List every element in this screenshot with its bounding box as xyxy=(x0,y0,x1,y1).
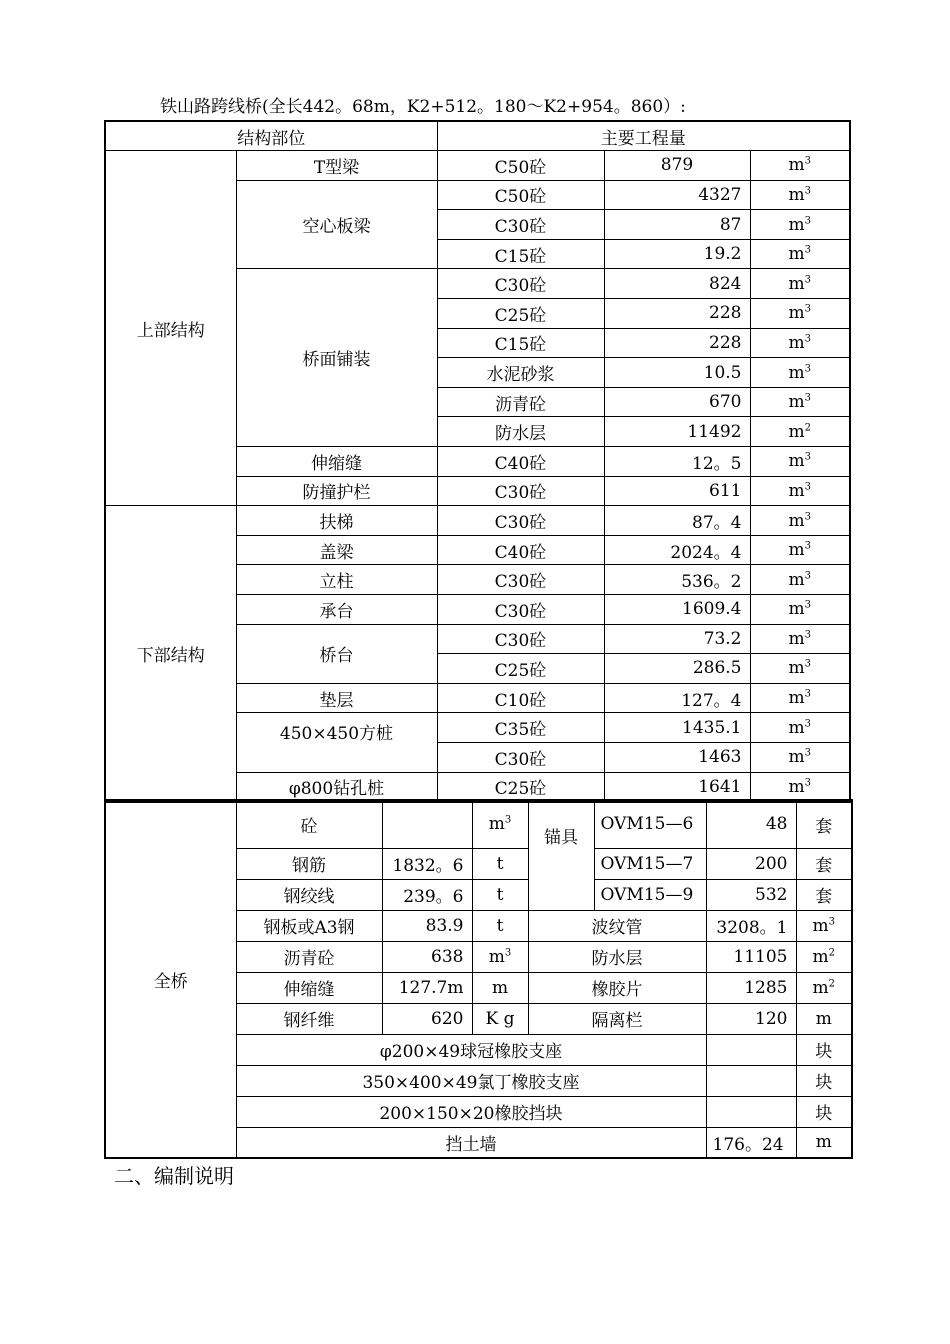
unit-cell: $m^3$ xyxy=(750,535,850,565)
item-value xyxy=(706,1034,796,1065)
material-cell: 水泥砂浆 xyxy=(437,358,604,388)
part-cell: 扶梯 xyxy=(236,506,437,536)
material-cell: C30砼 xyxy=(437,506,604,536)
unit-cell: $m^3$ xyxy=(750,683,850,713)
unit-cell: $m^3$ xyxy=(750,239,850,269)
item-name: φ200×49球冠橡胶支座 xyxy=(236,1034,706,1065)
anchor-name: OVM15—7 xyxy=(594,848,706,879)
part-cell: 垫层 xyxy=(236,683,437,713)
value-cell: 879 xyxy=(604,151,750,181)
item-value: 1832。6 xyxy=(382,848,472,879)
item-name: 钢筋 xyxy=(236,848,382,879)
value-cell: 824 xyxy=(604,269,750,299)
item-name: 350×400×49氯丁橡胶支座 xyxy=(236,1065,706,1096)
item-b-unit: $m^3$ xyxy=(796,910,852,941)
value-cell: 4327 xyxy=(604,180,750,210)
unit-cell: $m^3$ xyxy=(750,742,850,772)
anchor-name: OVM15—9 xyxy=(594,879,706,910)
unit-cell: $m^3$ xyxy=(750,358,850,388)
item-b-name: 防水层 xyxy=(528,941,706,972)
unit-cell: $m^3$ xyxy=(750,595,850,625)
value-cell: 19.2 xyxy=(604,239,750,269)
unit-cell: $m^3$ xyxy=(750,772,850,802)
unit-cell: $m^3$ xyxy=(750,476,850,506)
header-part: 结构部位 xyxy=(105,121,437,151)
item-unit: K g xyxy=(472,1003,528,1034)
anchor-value: 532 xyxy=(706,879,796,910)
table-header-row xyxy=(105,121,850,151)
material-cell: C30砼 xyxy=(437,742,604,772)
unit-cell: $m^3$ xyxy=(750,565,850,595)
anchor-label: 锚具 xyxy=(528,800,594,910)
item-name: 钢绞线 xyxy=(236,879,382,910)
item-b-name: 波纹管 xyxy=(528,910,706,941)
unit-cell: $m^3$ xyxy=(750,713,850,743)
item-b-value: 3208。1 xyxy=(706,910,796,941)
unit-cell: $m^3$ xyxy=(750,506,850,536)
item-value xyxy=(706,1096,796,1127)
item-b-unit: $m^2$ xyxy=(796,972,852,1003)
table-row xyxy=(105,151,850,181)
group-whole: 全桥 xyxy=(105,800,236,1158)
unit-cell: $m^3$ xyxy=(750,624,850,654)
item-value: 239。6 xyxy=(382,879,472,910)
part-cell: T型梁 xyxy=(236,151,437,181)
material-cell: C30砼 xyxy=(437,269,604,299)
item-value xyxy=(706,1065,796,1096)
value-cell: 611 xyxy=(604,476,750,506)
anchor-unit: 套 xyxy=(796,800,852,848)
material-cell: C30砼 xyxy=(437,210,604,240)
group-lower: 下部结构 xyxy=(105,506,236,802)
material-cell: C25砼 xyxy=(437,772,604,802)
item-value: 620 xyxy=(382,1003,472,1034)
material-cell: C10砼 xyxy=(437,683,604,713)
item-name: 挡土墙 xyxy=(236,1127,706,1158)
value-cell: 286.5 xyxy=(604,654,750,684)
item-unit: $m^3$ xyxy=(472,941,528,972)
item-value xyxy=(382,800,472,848)
value-cell: 536。2 xyxy=(604,565,750,595)
material-cell: 沥青砼 xyxy=(437,387,604,417)
item-b-name: 隔离栏 xyxy=(528,1003,706,1034)
item-name: 200×150×20橡胶挡块 xyxy=(236,1096,706,1127)
material-cell: C25砼 xyxy=(437,654,604,684)
item-unit: m xyxy=(472,972,528,1003)
item-unit: 块 xyxy=(796,1065,852,1096)
value-cell: 228 xyxy=(604,299,750,329)
table-row xyxy=(105,506,850,536)
table-row xyxy=(105,800,852,848)
unit-cell: $m^3$ xyxy=(750,654,850,684)
item-b-unit: $m^2$ xyxy=(796,941,852,972)
item-name: 沥青砼 xyxy=(236,941,382,972)
unit-cell: $m^3$ xyxy=(750,180,850,210)
value-cell: 1641 xyxy=(604,772,750,802)
item-name: 钢纤维 xyxy=(236,1003,382,1034)
material-cell: C30砼 xyxy=(437,476,604,506)
material-cell: C15砼 xyxy=(437,328,604,358)
anchor-value: 48 xyxy=(706,800,796,848)
value-cell: 87。4 xyxy=(604,506,750,536)
part-cell: 桥面铺装 xyxy=(236,269,437,447)
item-unit: 块 xyxy=(796,1034,852,1065)
unit-cell: $m^2$ xyxy=(750,417,850,447)
item-value: 176。24 xyxy=(706,1127,796,1158)
item-name: 砼 xyxy=(236,800,382,848)
section-heading: 二、编制说明 xyxy=(114,1164,234,1188)
item-unit: t xyxy=(472,879,528,910)
material-cell: C40砼 xyxy=(437,447,604,477)
item-unit: 块 xyxy=(796,1096,852,1127)
quantity-table-upper-lower xyxy=(104,120,851,803)
value-cell: 1609.4 xyxy=(604,595,750,625)
value-cell: 2024。4 xyxy=(604,535,750,565)
unit-cell: $m^3$ xyxy=(750,387,850,417)
value-cell: 127。4 xyxy=(604,683,750,713)
header-quantity: 主要工程量 xyxy=(437,121,850,151)
value-cell: 1435.1 xyxy=(604,713,750,743)
unit-cell: $m^3$ xyxy=(750,299,850,329)
part-cell: 盖梁 xyxy=(236,535,437,565)
item-unit: t xyxy=(472,910,528,941)
table-caption: 铁山路跨线桥(全长442。68m，K2+512。180～K2+954。860）: xyxy=(160,97,686,117)
quantity-table-whole-bridge xyxy=(104,799,853,1159)
unit-cell: $m^3$ xyxy=(750,447,850,477)
value-cell: 670 xyxy=(604,387,750,417)
unit-cell: $m^3$ xyxy=(750,210,850,240)
item-value: 638 xyxy=(382,941,472,972)
value-cell: 10.5 xyxy=(604,358,750,388)
part-cell: 防撞护栏 xyxy=(236,476,437,506)
part-cell: 450×450方桩 xyxy=(236,713,437,772)
part-cell: 伸缩缝 xyxy=(236,447,437,477)
material-cell: C35砼 xyxy=(437,713,604,743)
item-unit: m xyxy=(796,1127,852,1158)
item-unit: $m^3$ xyxy=(472,800,528,848)
material-cell: C25砼 xyxy=(437,299,604,329)
unit-cell: $m^3$ xyxy=(750,151,850,181)
part-cell: φ800钻孔桩 xyxy=(236,772,437,802)
material-cell: C30砼 xyxy=(437,624,604,654)
anchor-value: 200 xyxy=(706,848,796,879)
item-name: 伸缩缝 xyxy=(236,972,382,1003)
item-b-value: 120 xyxy=(706,1003,796,1034)
item-b-value: 11105 xyxy=(706,941,796,972)
part-cell: 空心板梁 xyxy=(236,180,437,269)
material-cell: C50砼 xyxy=(437,151,604,181)
item-name: 钢板或A3钢 xyxy=(236,910,382,941)
part-cell: 桥台 xyxy=(236,624,437,683)
item-b-name: 橡胶片 xyxy=(528,972,706,1003)
value-cell: 73.2 xyxy=(604,624,750,654)
item-unit: t xyxy=(472,848,528,879)
value-cell: 11492 xyxy=(604,417,750,447)
anchor-unit: 套 xyxy=(796,879,852,910)
item-b-unit: m xyxy=(796,1003,852,1034)
material-cell: C15砼 xyxy=(437,239,604,269)
value-cell: 12。5 xyxy=(604,447,750,477)
material-cell: C30砼 xyxy=(437,565,604,595)
unit-cell: $m^3$ xyxy=(750,328,850,358)
item-value: 83.9 xyxy=(382,910,472,941)
part-cell: 立柱 xyxy=(236,565,437,595)
value-cell: 1463 xyxy=(604,742,750,772)
item-value: 127.7m xyxy=(382,972,472,1003)
group-upper: 上部结构 xyxy=(105,151,236,506)
material-cell: C30砼 xyxy=(437,595,604,625)
anchor-name: OVM15—6 xyxy=(594,800,706,848)
material-cell: C40砼 xyxy=(437,535,604,565)
unit-cell: $m^3$ xyxy=(750,269,850,299)
material-cell: 防水层 xyxy=(437,417,604,447)
anchor-unit: 套 xyxy=(796,848,852,879)
part-cell: 承台 xyxy=(236,595,437,625)
item-b-value: 1285 xyxy=(706,972,796,1003)
value-cell: 228 xyxy=(604,328,750,358)
value-cell: 87 xyxy=(604,210,750,240)
material-cell: C50砼 xyxy=(437,180,604,210)
